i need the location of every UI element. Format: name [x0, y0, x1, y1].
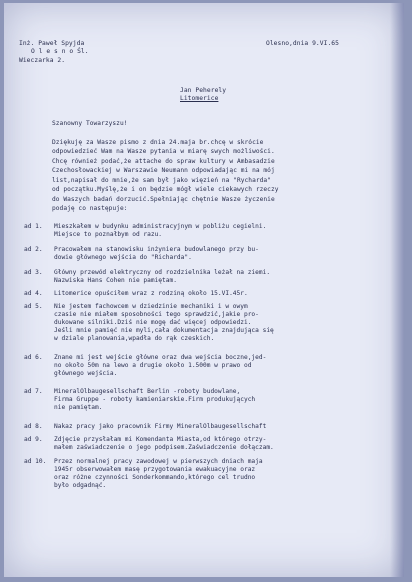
- recipient-city: Litomerice: [180, 95, 219, 102]
- item-line: Główny przewód elektryczny od rozdzielnika leżał na ziemi.: [54, 269, 271, 276]
- item-number: ad 9.: [24, 436, 43, 443]
- item-line: Miejsce to poznałbym od razu.: [54, 231, 163, 238]
- item-line: czasie nie miałem sposobności tego sprawdzić,jakie pro-: [54, 311, 259, 318]
- intro-line: do Waszych badań dorzucić.Spełniając chętnie Wasze życzenie: [52, 196, 275, 203]
- sender-line-3: Wieczarka 2.: [19, 57, 66, 64]
- letter-page: [4, 3, 404, 577]
- sender-line-2: O l e s n o Śl.: [31, 48, 89, 55]
- item-number: ad 4.: [24, 290, 43, 297]
- item-line: oraz różne czynności Sonderkommando,którego cel trudno: [54, 474, 256, 481]
- item-number: ad 2.: [24, 246, 43, 253]
- sender-line-1: Inż. Paweł Spyjda: [19, 40, 85, 47]
- intro-line: list,napisał do mnie,że sam był jako więzień na "Rycharda": [52, 177, 271, 184]
- item-line: Zdjęcie przysłałam mi Komendanta Miasta,od którego otrzy-: [54, 436, 267, 443]
- item-line: Nakaz pracy jako pracownik Firmy MineralOlbaugesellschaft: [54, 423, 267, 430]
- recipient-name: Jan Peherely: [180, 87, 227, 94]
- item-number: ad 8.: [24, 423, 43, 430]
- item-number: ad 10.: [24, 458, 47, 465]
- item-line: 1945r obserwowałem masę przygotowania ewakuacyjne oraz: [54, 466, 256, 473]
- item-line: Jeśli mnie pamięć nie myli,cała dokumentacja znajdująca się: [54, 327, 274, 334]
- intro-line: Dziękuję za Wasze pismo z dnia 24.maja br.chcę w skrócie: [52, 139, 264, 146]
- item-number: ad 1.: [24, 223, 43, 230]
- item-line: Mieszkałem w budynku administracyjnym w pobliżu cegielni.: [54, 223, 267, 230]
- intro-line: od początku.Myślę,że i on będzie mógł wiele ciekawych rzeczy: [52, 186, 279, 193]
- item-line: MineralOlbaugesellschaft Berlin -roboty budowlane,: [54, 388, 241, 395]
- item-line: dukowane silniki.Dziś nie mogę dać więcej odpowiedzi.: [54, 319, 252, 326]
- item-line: Przez normalnej pracy zawodowej w pierwszych dniach maja: [54, 458, 263, 465]
- item-line: głównego wejścia.: [54, 370, 118, 377]
- item-line: małem zaświadczenie o jego podpisem.Zaświadczenie dołączam.: [54, 444, 274, 451]
- intro-line: Chcę również podać,że attache do spraw kultury w Ambasadzie: [52, 158, 275, 165]
- place-date: Olesno,dnia 9.VI.65: [266, 40, 339, 47]
- intro-line: podaję co następuje:: [52, 205, 128, 212]
- item-line: no około 50m na lewo a drugie około 1.500m w prawo od: [54, 362, 252, 369]
- item-number: ad 6.: [24, 354, 43, 361]
- intro-line: Czechosłowackiej w Warszawie Neumann odpowiadając mi na mój: [52, 167, 275, 174]
- item-line: Nie jestem fachowcem w dziedzinie mechaniki i w owym: [54, 303, 248, 310]
- item-number: ad 3.: [24, 269, 43, 276]
- item-number: ad 7.: [24, 388, 43, 395]
- item-line: Znane mi jest wejście główne oraz dwa wejścia boczne,jed-: [54, 354, 267, 361]
- item-line: było odgadnąć.: [54, 482, 107, 489]
- item-line: Firma Gruppe - roboty kamieniarskie.Firm produkujących: [54, 396, 256, 403]
- salutation: Szanowny Towarzyszu!: [52, 120, 128, 127]
- item-line: Pracowałem na stanowisku inżyniera budowlanego przy bu-: [54, 246, 259, 253]
- item-line: dowie głównego wejścia do "Richarda".: [54, 254, 192, 261]
- item-number: ad 5.: [24, 303, 43, 310]
- intro-line: odpowiedzieć Wam na Wasze pytania w miarę swych możliwości.: [52, 148, 275, 155]
- item-line: nie pamiętam.: [54, 404, 103, 411]
- item-line: Nazwiska Hans Cohen nie pamiętam.: [54, 277, 177, 284]
- item-line: Litomerice opuściłem wraz z rodziną około 15.VI.45r.: [54, 290, 248, 297]
- item-line: w dziale planowania,wpadła do rąk czeskich.: [54, 335, 215, 342]
- page-edge-shadow: [390, 3, 404, 577]
